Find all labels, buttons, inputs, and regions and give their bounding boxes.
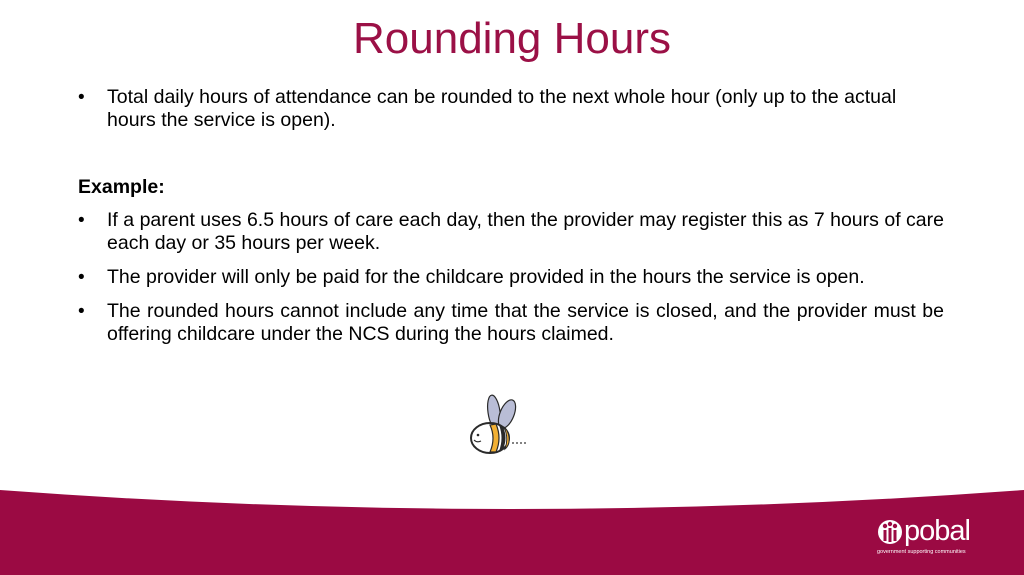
logo-tagline: government supporting communities — [877, 549, 966, 555]
pobal-logo — [876, 515, 976, 559]
slide-body — [78, 86, 944, 346]
pobal-logo-icon — [876, 518, 904, 546]
example-bullet-text: The provider will only be paid for the childcare provided in the hours the service is open. — [107, 266, 865, 288]
example-heading: Example: — [78, 176, 165, 198]
bullet-marker: • — [78, 87, 85, 108]
bullet-marker: • — [78, 210, 85, 231]
example-bullet-1 — [78, 209, 944, 255]
example-bullet-text: The rounded hours cannot include any time that the service is closed, and the provider must be offering childcare under the NCS during the hours claimed. — [107, 300, 944, 345]
intro-bullet — [78, 86, 944, 132]
example-bullet-text: If a parent uses 6.5 hours of care each day, then the provider may register this as 7 hours of care each day or 35 hours per week. — [107, 209, 944, 254]
bullet-marker: • — [78, 267, 85, 288]
intro-bullet-text: Total daily hours of attendance can be rounded to the next whole hour (only up to the actual hours the service is open). — [107, 86, 897, 131]
example-bullet-2 — [78, 266, 944, 289]
bullet-marker: • — [78, 301, 85, 322]
logo-wordmark: pobal — [904, 515, 970, 547]
bee-icon — [466, 390, 532, 460]
slide-title: Rounding Hours — [353, 14, 671, 63]
example-bullet-3 — [78, 300, 944, 346]
footer-band — [0, 488, 1024, 575]
